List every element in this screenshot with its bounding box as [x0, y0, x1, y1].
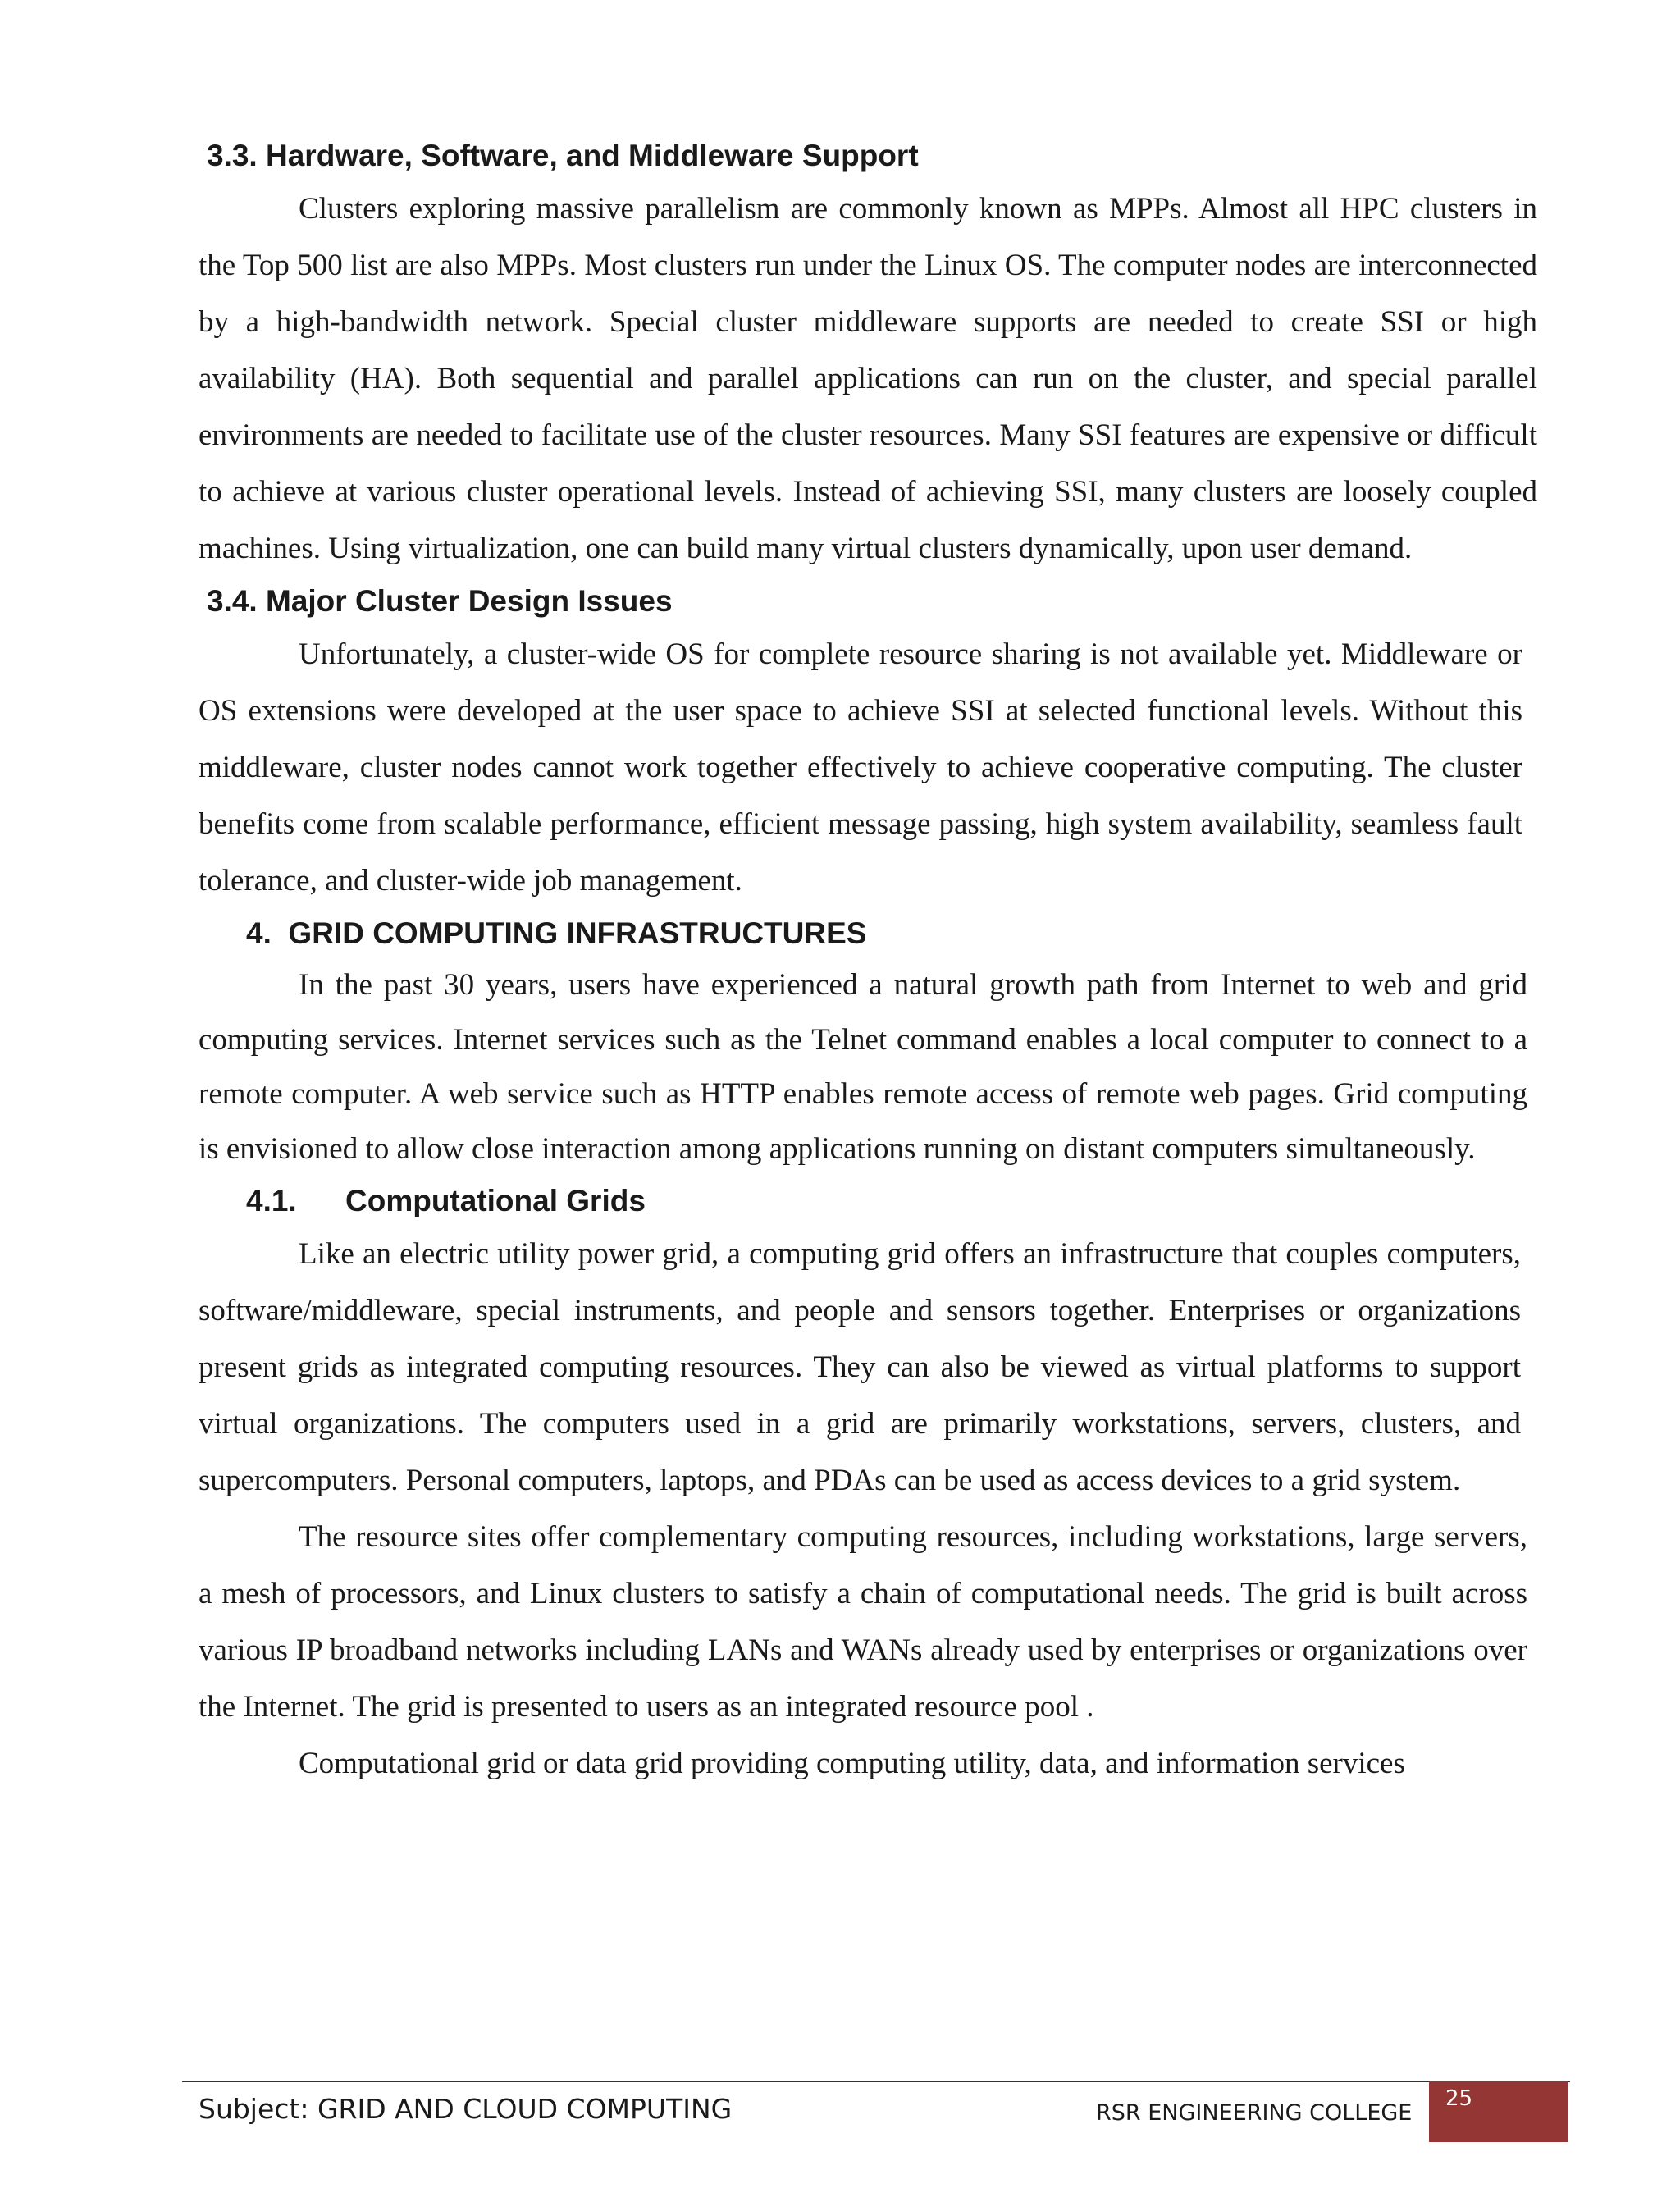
section-paragraph-4-1-c: Computational grid or data grid providing computing utility, data, and information services — [299, 1747, 1405, 1780]
section-paragraph-4-1-a: Like an electric utility power grid, a computing grid offers an infrastructure that couples computers, software/middleware, special instruments, and people and sensors together. Enterprises or organizations present grids as integrated computing resources. They can also be viewed as virtual platforms to support virtual organizations. The computers used in a grid are primarily workstations, servers, clusters, and supercomputers. Personal computers, laptops, and PDAs can be used as access devices to a grid system. — [199, 1237, 1521, 1497]
footer-college: RSR ENGINEERING COLLEGE — [1096, 2100, 1413, 2126]
section-heading-4-1 — [199, 1176, 1534, 1226]
section-heading-3-4: 3.4. Major Cluster Design Issues — [207, 584, 673, 618]
footer-divider — [182, 2081, 1570, 2082]
section-paragraph-4: In the past 30 years, users have experienced a natural growth path from Internet to web and grid computing services. Internet services such as the Telnet command enables a local computer to connect to a remote computer. A web service such as HTTP enables remote access of remote web pages. Grid computing is envisioned to allow close interaction among applications running on distant computers simultaneously. — [199, 968, 1527, 1166]
page-number: 25 — [1445, 2086, 1473, 2111]
footer-subject: Subject: GRID AND CLOUD COMPUTING — [199, 2093, 733, 2125]
section-paragraph-3-3: Clusters exploring massive parallelism are commonly known as MPPs. Almost all HPC clusters in the Top 500 list are also MPPs. Most clusters run under the Linux OS. The computer nodes are interconnected by a high-bandwidth network. Special cluster middleware supports are needed to create SSI or high availability (HA). Both sequential and parallel applications can run on the cluster, and special parallel environments are needed to facilitate use of the cluster resources. Many SSI features are expensive or difficult to achieve at various cluster operational levels. Instead of achieving SSI, many clusters are loosely coupled machines. Using virtualization, one can build many virtual clusters dynamically, upon user demand. — [199, 192, 1537, 565]
page-content — [199, 131, 1537, 1792]
section-heading-4: 4. GRID COMPUTING INFRASTRUCTURES — [246, 916, 867, 950]
page-number-box — [1429, 2081, 1568, 2142]
section-heading-4-1-number: 4.1. — [246, 1184, 297, 1217]
section-paragraph-3-4: Unfortunately, a cluster-wide OS for complete resource sharing is not available yet. Middleware or OS extensions were developed at the user space to achieve SSI at selected functional levels. Without this middleware, cluster nodes cannot work together effectively to achieve cooperative computing. The cluster benefits come from scalable performance, efficient message passing, high system availability, seamless fault tolerance, and cluster-wide job management. — [199, 637, 1522, 898]
section-heading-4-1-text: Computational Grids — [345, 1184, 646, 1217]
section-paragraph-4-1-b: The resource sites offer complementary computing resources, including workstations, large servers, a mesh of processors, and Linux clusters to satisfy a chain of computational needs. The grid is built across various IP broadband networks including LANs and WANs already used by enterprises or organizations over the Internet. The grid is presented to users as an integrated resource pool . — [199, 1520, 1527, 1724]
section-heading-3-3: 3.3. Hardware, Software, and Middleware Support — [207, 139, 919, 172]
